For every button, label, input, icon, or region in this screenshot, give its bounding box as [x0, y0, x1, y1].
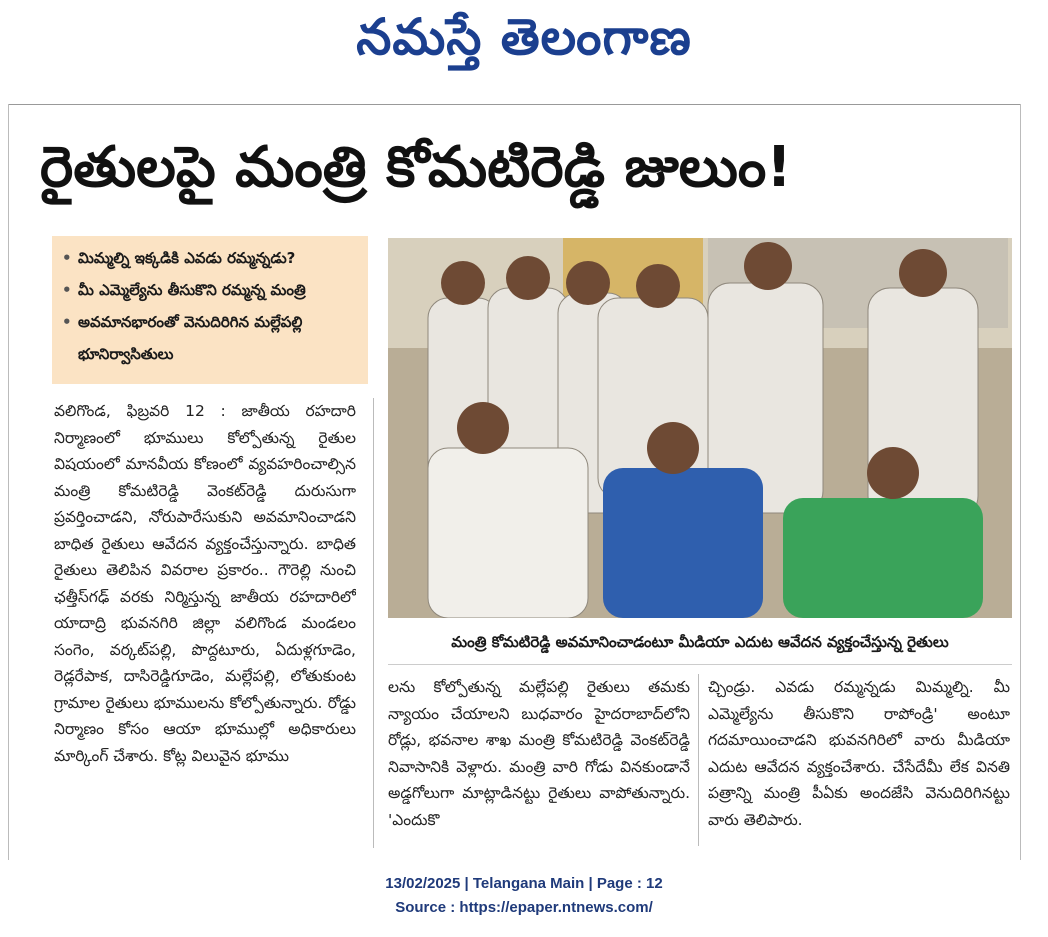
source-link[interactable]: Source : https://epaper.ntnews.com/ [395, 899, 653, 916]
highlight-item: • మిమ్మల్ని ఇక్కడికి ఎవడు రమ్మన్నడు? [60, 242, 360, 274]
page-footer [0, 872, 1048, 920]
article-body-column-3: చ్చిండ్రు. ఎవడు రమ్మన్నడు మిమ్మల్ని. మీ ఎమ్మెల్యేను తీసుకొని రాపోండ్రి' అంటూ గదమాయించాడని భువనగిరిలో వారు మీడియా ఎదుట ఆవేదన వ్యక్తంచేశారు. చేసేదేమీ లేక వినతి పత్రాన్ని మంత్రి పీఏకు అందజేసి వెనుదిరిగినట్టు వారు తెలిపారు. [708, 678, 1010, 829]
left-rule [8, 104, 9, 860]
photo-caption: మంత్రి కోమటిరెడ్డి అవమానించాడంటూ మీడియా ఎదుట ఆవేదన వ్యక్తంచేస్తున్న రైతులు [388, 620, 1012, 665]
highlight-item: • అవమానభారంతో వెనుదిరిగిన మల్లేపల్లి భూనిర్వాసితులు [60, 306, 360, 370]
article-body-column-2: లను కోల్పోతున్న మల్లేపల్లి రైతులు తమకు న్యాయం చేయాలని బుధవారం హైదరాబాద్‌లోని రోడ్లు, భవనాల శాఖ మంత్రి కోమటిరెడ్డి వెంకట్‌రెడ్డి నివాసానికి వెళ్లారు. మంత్రి వారి గోడు వినకుండానే అడ్డగోలుగా మాట్లాడినట్టు రైతులు వాపోతున్నారు. 'ఎందుకొ [388, 678, 690, 829]
masthead [0, 0, 1048, 80]
top-rule [8, 104, 1020, 105]
article-photo [388, 238, 1012, 618]
highlight-item: • మీ ఎమ్మెల్యేను తీసుకొని రమ్మన్న మంత్రి [60, 274, 360, 306]
newspaper-logo: నమస్తే తెలంగాణ [356, 8, 692, 66]
column-divider [373, 398, 374, 848]
highlights-box [52, 236, 368, 384]
column-divider [698, 674, 699, 846]
article-body-column-1: వలిగొండ, ఫిబ్రవరి 12 : జాతీయ రహదారి నిర్మాణంలో భూములు కోల్పోతున్న రైతుల విషయంలో మానవీయ కోణంలో వ్యవహరించాల్సిన మంత్రి కోమటిరెడ్డి వెంకట్‌రెడ్డి దురుసుగా ప్రవర్తించాడని, నోరుపారేసుకుని అవమానించాడని బాధిత రైతులు ఆవేదన వ్యక్తంచేస్తున్నారు. బాధిత రైతులు తెలిపిన వివరాల ప్రకారం.. గౌరెల్లి నుంచి ఛత్తీస్‌గఢ్ వరకు నిర్మిస్తున్న జాతీయ రహదారిలో యాదాద్రి భువనగిరి జిల్లా వలిగొండ మండలం సంగెం, వర్కట్‌పల్లి, పొద్దటూరు, ఏదుళ్లగూడెం, రెడ్లరేపాక, దాసిరెడ్డిగూడెం, మల్లేపల్లి, లోతుకుంట గ్రామాల రైతులు భూములను కోల్పోతున్నారు. రోడ్డు నిర్మాణం కోసం ఆయా భూముల్లో అధికారులు మార్కింగ్ చేశారు. కోట్ల విలువైన భూము [54, 402, 356, 765]
right-rule [1020, 104, 1021, 860]
article-headline: రైతులపై మంత్రి కోమటిరెడ్డి జులుం! [40, 135, 792, 200]
edition-info: 13/02/2025 | Telangana Main | Page : 12 [385, 875, 663, 892]
photo-illustration [388, 238, 1012, 618]
